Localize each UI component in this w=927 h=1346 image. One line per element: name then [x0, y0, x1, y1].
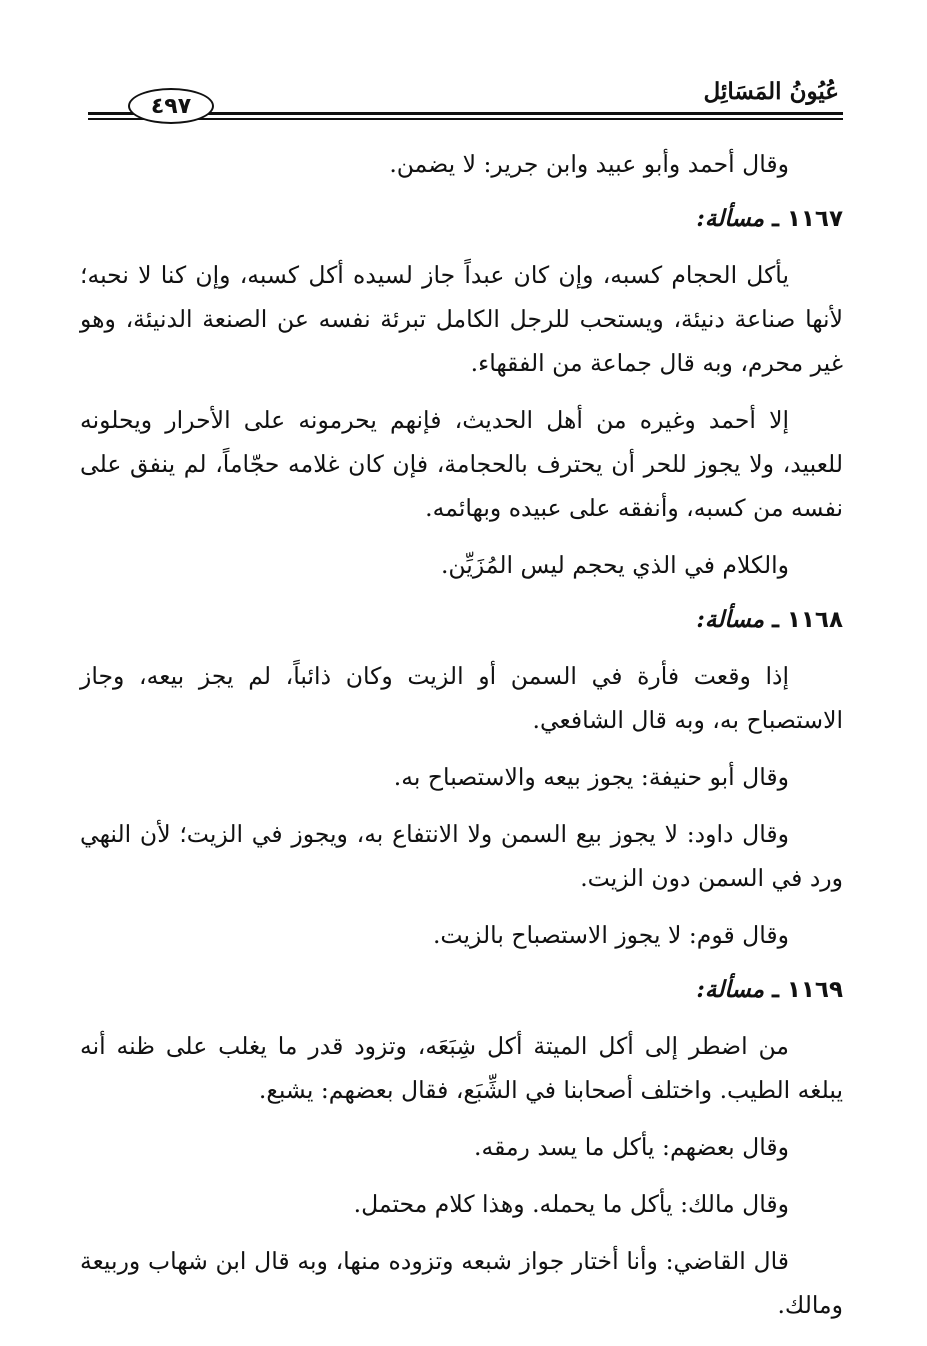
issue-dash: ـ: [772, 976, 779, 1003]
paragraph: إذا وقعت فأرة في السمن أو الزيت وكان ذائباً، لم يجز بيعه، وجاز الاستصباح به، وبه قال الشافعي.: [80, 662, 843, 734]
issue-number: ١١٦٧: [786, 206, 843, 232]
page-number: ٤٩٧: [128, 88, 214, 124]
issue-heading: [80, 199, 843, 239]
paragraph: من اضطر إلى أكل الميتة أكل شِبَعَه، وتزود قدر ما يغلب على ظنه أنه يبلغه الطيب. واختلف أصحابنا في الشِّبَع، فقال بعضهم: يشبع.: [80, 1032, 843, 1104]
paragraph: إلا أحمد وغيره من أهل الحديث، فإنهم يحرمونه على الأحرار ويحلونه للعبيد، ولا يجوز للحر أن يحترف بالحجامة، فإن كان غلامه حجّاماً، لم ينفق على نفسه من كسبه، وأنفقه على عبيده وبهائمه.: [80, 406, 843, 522]
issue-label: مسألة:: [696, 606, 765, 633]
paragraph: قال القاضي: وأنا أختار جواز شبعه وتزوده منها، وبه قال ابن شهاب وربيعة ومالك.: [80, 1247, 843, 1319]
paragraph: وقال أبو حنيفة: يجوز بيعه والاستصباح به.: [393, 763, 789, 791]
issue-dash: ـ: [772, 606, 779, 633]
paragraph: وقال قوم: لا يجوز الاستصباح بالزيت.: [432, 921, 789, 949]
issue-number: ١١٦٨: [786, 607, 843, 633]
issue-dash: ـ: [772, 205, 779, 232]
paragraph: وقال بعضهم: يأكل ما يسد رمقه.: [474, 1133, 789, 1161]
book-title: عُيُونُ المَسَائِل: [703, 78, 839, 105]
paragraph: والكلام في الذي يحجم ليس المُزَيِّن.: [440, 551, 789, 579]
issue-heading: [80, 970, 843, 1010]
issue-heading: [80, 600, 843, 640]
issue-label: مسألة:: [696, 976, 765, 1003]
paragraph: وقال أحمد وأبو عبيد وابن جرير: لا يضمن.: [389, 150, 789, 178]
paragraph: وقال مالك: يأكل ما يحمله. وهذا كلام محتمل.: [353, 1190, 789, 1218]
issue-number: ١١٦٩: [786, 977, 843, 1003]
paragraph: يأكل الحجام كسبه، وإن كان عبداً جاز لسيده أكل كسبه، وإن كنا لا نحبه؛ لأنها صناعة دنيئة، ويستحب للرجل الكامل تبرئة نفسه عن الصنعة الدنيئة، وهو غير محرم، وبه قال جماعة من الفقهاء.: [80, 261, 843, 377]
page-body: [80, 142, 843, 1340]
issue-label: مسألة:: [696, 205, 765, 232]
paragraph: وقال داود: لا يجوز بيع السمن ولا الانتفاع به، ويجوز في الزيت؛ لأن النهي ورد في السمن دون الزيت.: [80, 820, 843, 892]
